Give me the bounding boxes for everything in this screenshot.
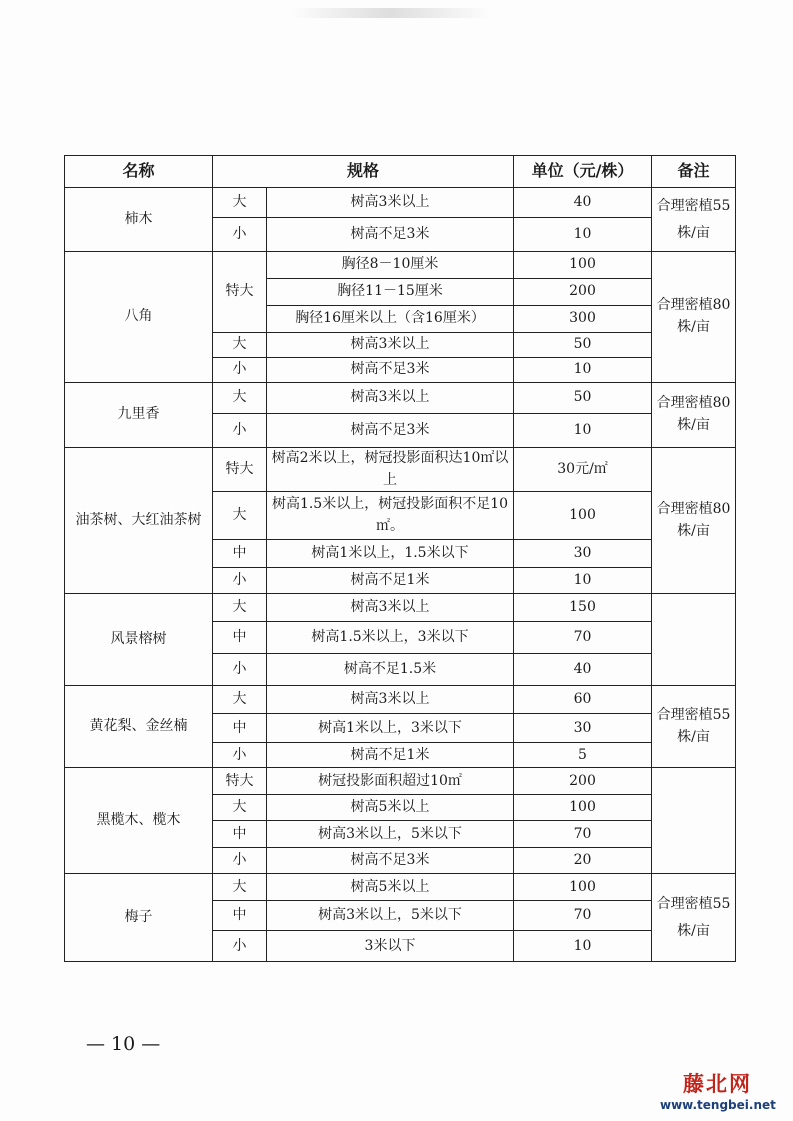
cell-grade: 中	[213, 540, 267, 568]
cell-price: 70	[514, 622, 652, 654]
cell-grade: 中	[213, 622, 267, 654]
table-row	[65, 874, 736, 901]
cell-price: 10	[514, 218, 652, 252]
table-row	[65, 383, 736, 414]
cell-spec: 树高不足3米	[267, 218, 514, 252]
cell-grade: 中	[213, 714, 267, 743]
cell-name: 黑榄木、榄木	[65, 768, 213, 874]
table-body	[65, 188, 736, 962]
cell-grade: 小	[213, 358, 267, 383]
cell-spec: 胸径16厘米以上（含16厘米）	[267, 306, 514, 333]
cell-price: 30	[514, 714, 652, 743]
cell-note: 合理密植55株/亩	[652, 874, 736, 962]
cell-note	[652, 768, 736, 874]
cell-spec: 树高2米以上，树冠投影面积达10㎡以上	[267, 448, 514, 492]
table-header-row	[65, 156, 736, 188]
cell-name: 油茶树、大红油茶树	[65, 448, 213, 594]
cell-spec: 树高1.5米以上，3米以下	[267, 622, 514, 654]
cell-grade: 小	[213, 931, 267, 962]
cell-spec: 树高3米以上，5米以下	[267, 821, 514, 848]
cell-price: 300	[514, 306, 652, 333]
cell-grade: 大	[213, 383, 267, 414]
cell-grade: 中	[213, 901, 267, 931]
cell-price: 50	[514, 333, 652, 358]
cell-spec: 树高3米以上	[267, 333, 514, 358]
cell-grade: 小	[213, 848, 267, 874]
cell-price: 200	[514, 768, 652, 795]
cell-price: 100	[514, 795, 652, 821]
cell-spec: 胸径8－10厘米	[267, 252, 514, 279]
cell-spec: 树冠投影面积超过10㎡	[267, 768, 514, 795]
header-unit: 单位（元/株）	[514, 156, 652, 188]
cell-grade: 大	[213, 594, 267, 622]
cell-price: 10	[514, 568, 652, 594]
cell-price: 40	[514, 654, 652, 686]
cell-grade: 小	[213, 218, 267, 252]
cell-price: 10	[514, 358, 652, 383]
cell-grade: 大	[213, 874, 267, 901]
header-spec: 规格	[213, 156, 514, 188]
cell-spec: 树高3米以上，5米以下	[267, 901, 514, 931]
cell-spec: 树高不足3米	[267, 358, 514, 383]
cell-grade: 大	[213, 686, 267, 714]
cell-name: 黄花梨、金丝楠	[65, 686, 213, 768]
header-name: 名称	[65, 156, 213, 188]
cell-grade: 特大	[213, 768, 267, 795]
cell-grade: 大	[213, 795, 267, 821]
cell-note	[652, 594, 736, 686]
cell-spec: 树高5米以上	[267, 795, 514, 821]
cell-name: 八角	[65, 252, 213, 383]
header-note: 备注	[652, 156, 736, 188]
cell-price: 10	[514, 414, 652, 448]
cell-price: 10	[514, 931, 652, 962]
cell-spec: 树高不足3米	[267, 848, 514, 874]
table-row	[65, 448, 736, 492]
cell-spec: 树高不足1.5米	[267, 654, 514, 686]
cell-price: 20	[514, 848, 652, 874]
watermark-name: 藤北网	[683, 1071, 752, 1096]
cell-grade: 特大	[213, 448, 267, 492]
cell-grade: 特大	[213, 252, 267, 333]
table-row	[65, 188, 736, 218]
cell-price: 40	[514, 188, 652, 218]
cell-price: 5	[514, 743, 652, 768]
table-row	[65, 594, 736, 622]
cell-spec: 胸径11－15厘米	[267, 279, 514, 306]
cell-price: 150	[514, 594, 652, 622]
cell-grade: 大	[213, 188, 267, 218]
cell-price: 100	[514, 492, 652, 540]
cell-grade: 小	[213, 568, 267, 594]
cell-spec: 树高不足1米	[267, 743, 514, 768]
scan-smudge	[290, 8, 490, 18]
cell-spec: 树高1.5米以上，树冠投影面积不足10㎡。	[267, 492, 514, 540]
table-row	[65, 252, 736, 279]
cell-note: 合理密植55株/亩	[652, 686, 736, 768]
cell-grade: 小	[213, 654, 267, 686]
cell-price: 30元/㎡	[514, 448, 652, 492]
page-number: — 10 —	[86, 1033, 161, 1055]
cell-note: 合理密植80株/亩	[652, 448, 736, 594]
cell-name: 柿木	[65, 188, 213, 252]
cell-grade: 大	[213, 492, 267, 540]
cell-spec: 树高3米以上	[267, 686, 514, 714]
watermark-url: www.tengbei.net	[660, 1098, 776, 1112]
cell-note: 合理密植80株/亩	[652, 252, 736, 383]
cell-spec: 树高不足3米	[267, 414, 514, 448]
cell-spec: 树高1米以上，3米以下	[267, 714, 514, 743]
cell-note: 合理密植80株/亩	[652, 383, 736, 448]
cell-name: 梅子	[65, 874, 213, 962]
table-row	[65, 686, 736, 714]
cell-grade: 大	[213, 333, 267, 358]
cell-spec: 3米以下	[267, 931, 514, 962]
cell-grade: 小	[213, 743, 267, 768]
cell-spec: 树高3米以上	[267, 383, 514, 414]
price-table	[64, 155, 736, 962]
cell-grade: 中	[213, 821, 267, 848]
cell-spec: 树高5米以上	[267, 874, 514, 901]
cell-price: 70	[514, 821, 652, 848]
cell-spec: 树高1米以上，1.5米以下	[267, 540, 514, 568]
cell-price: 100	[514, 874, 652, 901]
cell-spec: 树高3米以上	[267, 594, 514, 622]
cell-price: 100	[514, 252, 652, 279]
cell-spec: 树高不足1米	[267, 568, 514, 594]
watermark	[660, 1068, 775, 1112]
cell-price: 60	[514, 686, 652, 714]
cell-price: 70	[514, 901, 652, 931]
cell-spec: 树高3米以上	[267, 188, 514, 218]
cell-price: 50	[514, 383, 652, 414]
cell-name: 九里香	[65, 383, 213, 448]
cell-name: 风景榕树	[65, 594, 213, 686]
cell-note: 合理密植55株/亩	[652, 188, 736, 252]
cell-price: 30	[514, 540, 652, 568]
cell-grade: 小	[213, 414, 267, 448]
table-row	[65, 768, 736, 795]
cell-price: 200	[514, 279, 652, 306]
